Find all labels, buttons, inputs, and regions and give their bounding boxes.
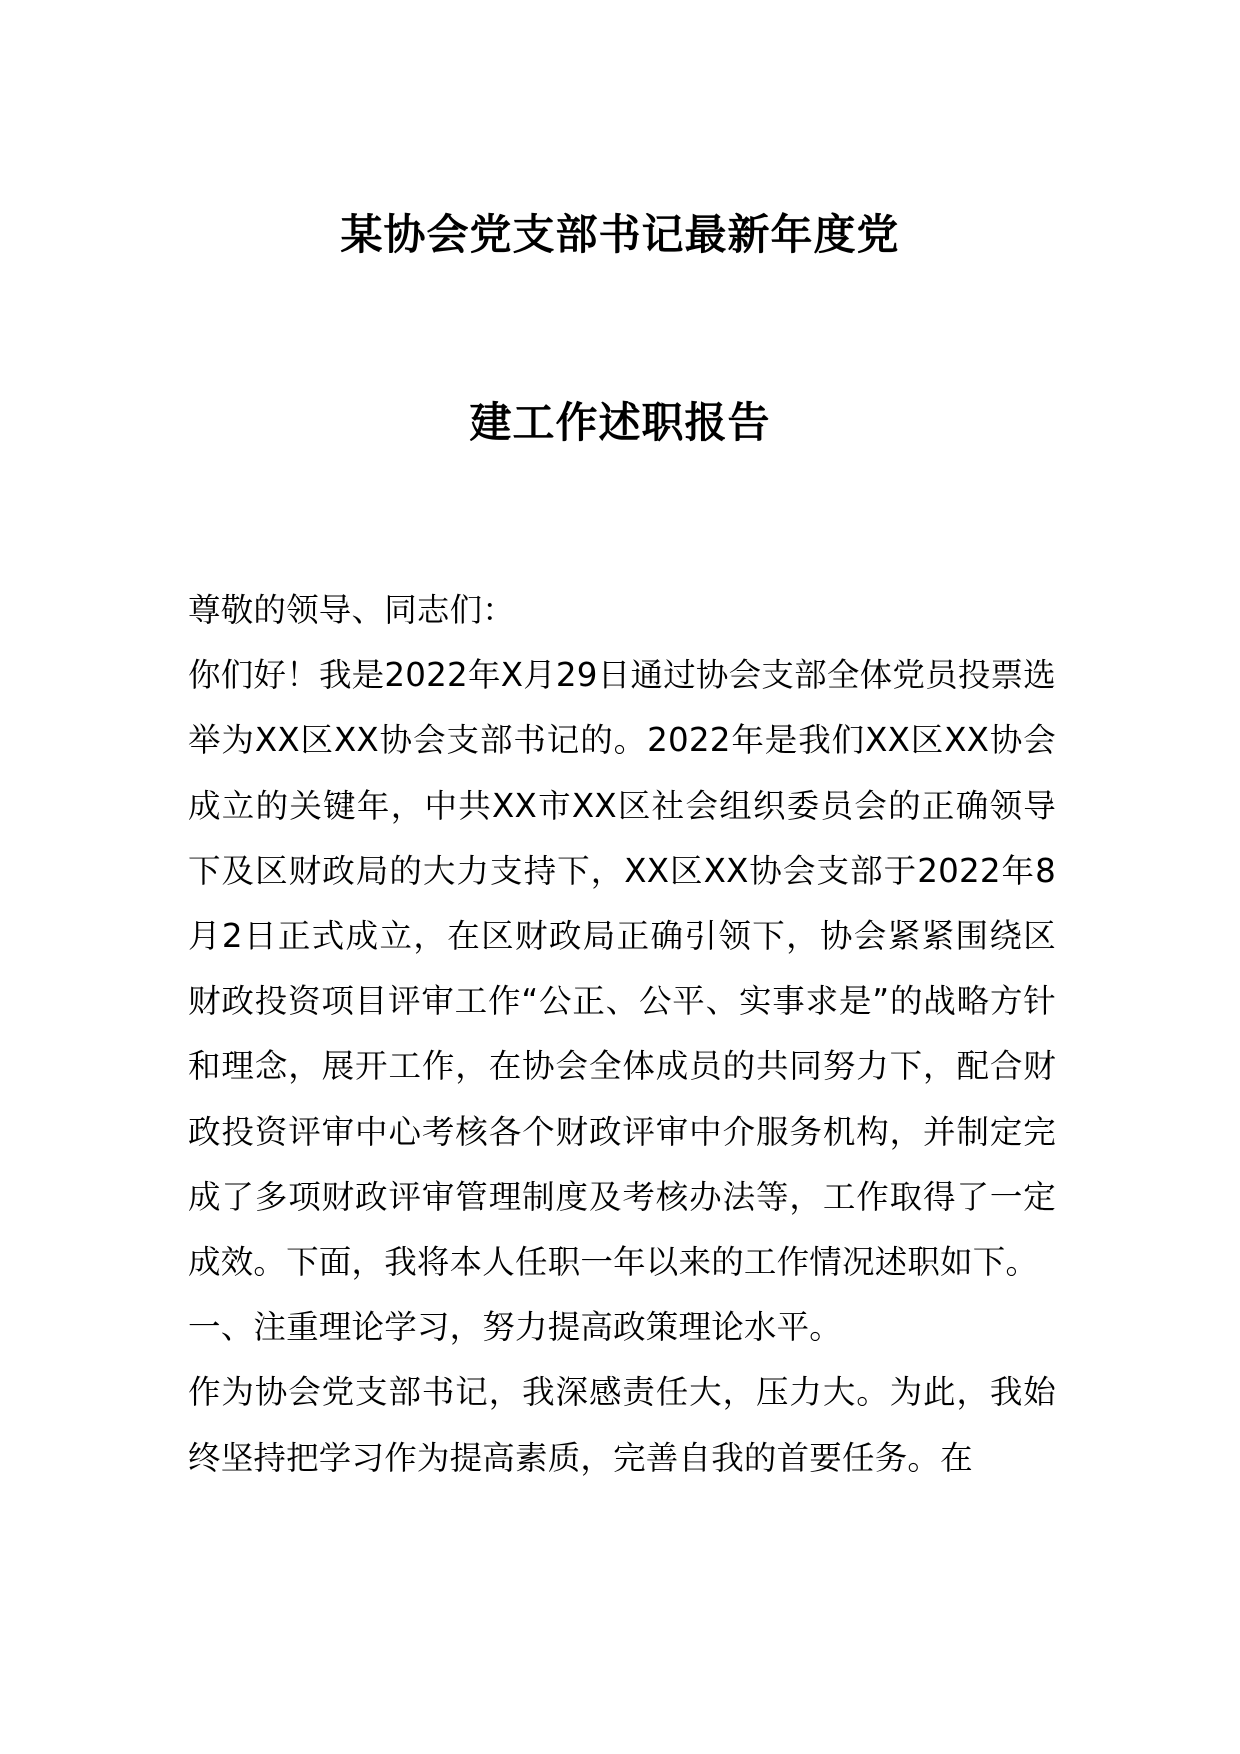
document-title-line-2: 建工作述职报告 (469, 398, 771, 447)
section-heading-1: 一、注重理论学习，努力提高政策理论水平。 (188, 1308, 843, 1347)
salutation: 尊敬的领导、同志们： (188, 591, 516, 629)
section-1-paragraph: 作为协会党支部书记，我深感责任大，压力大。为此，我始终坚持把学习作为提高素质，完善自我的首要任务。在 (188, 1373, 1056, 1477)
intro-paragraph: 你们好！我是2022年X月29日通过协会支部全体党员投票选举为XX区XX协会支部书记的。2022年是我们XX区XX协会成立的关键年，中共XX市XX区社会组织委员会的正确领导下及区财政局的大力支持下，XX区XX协会支部于2022年8月2日正式成立，在区财政局正确引领下，协会紧紧围绕区财政投资项目评审工作“公正、公平、实事求是”的战略方针和理念，展开工作，在协会全体成员的共同努力下，配合财政投资评审中心考核各个财政评审中介服务机构，并制定完成了多项财政评审管理制度及考核办法等，工作取得了一定成效。下面，我将本人任职一年以来的工作情况述职如下。 (188, 656, 1056, 1282)
document-title-line-1: 某协会党支部书记最新年度党 (340, 210, 900, 259)
document-body (188, 578, 1056, 1491)
